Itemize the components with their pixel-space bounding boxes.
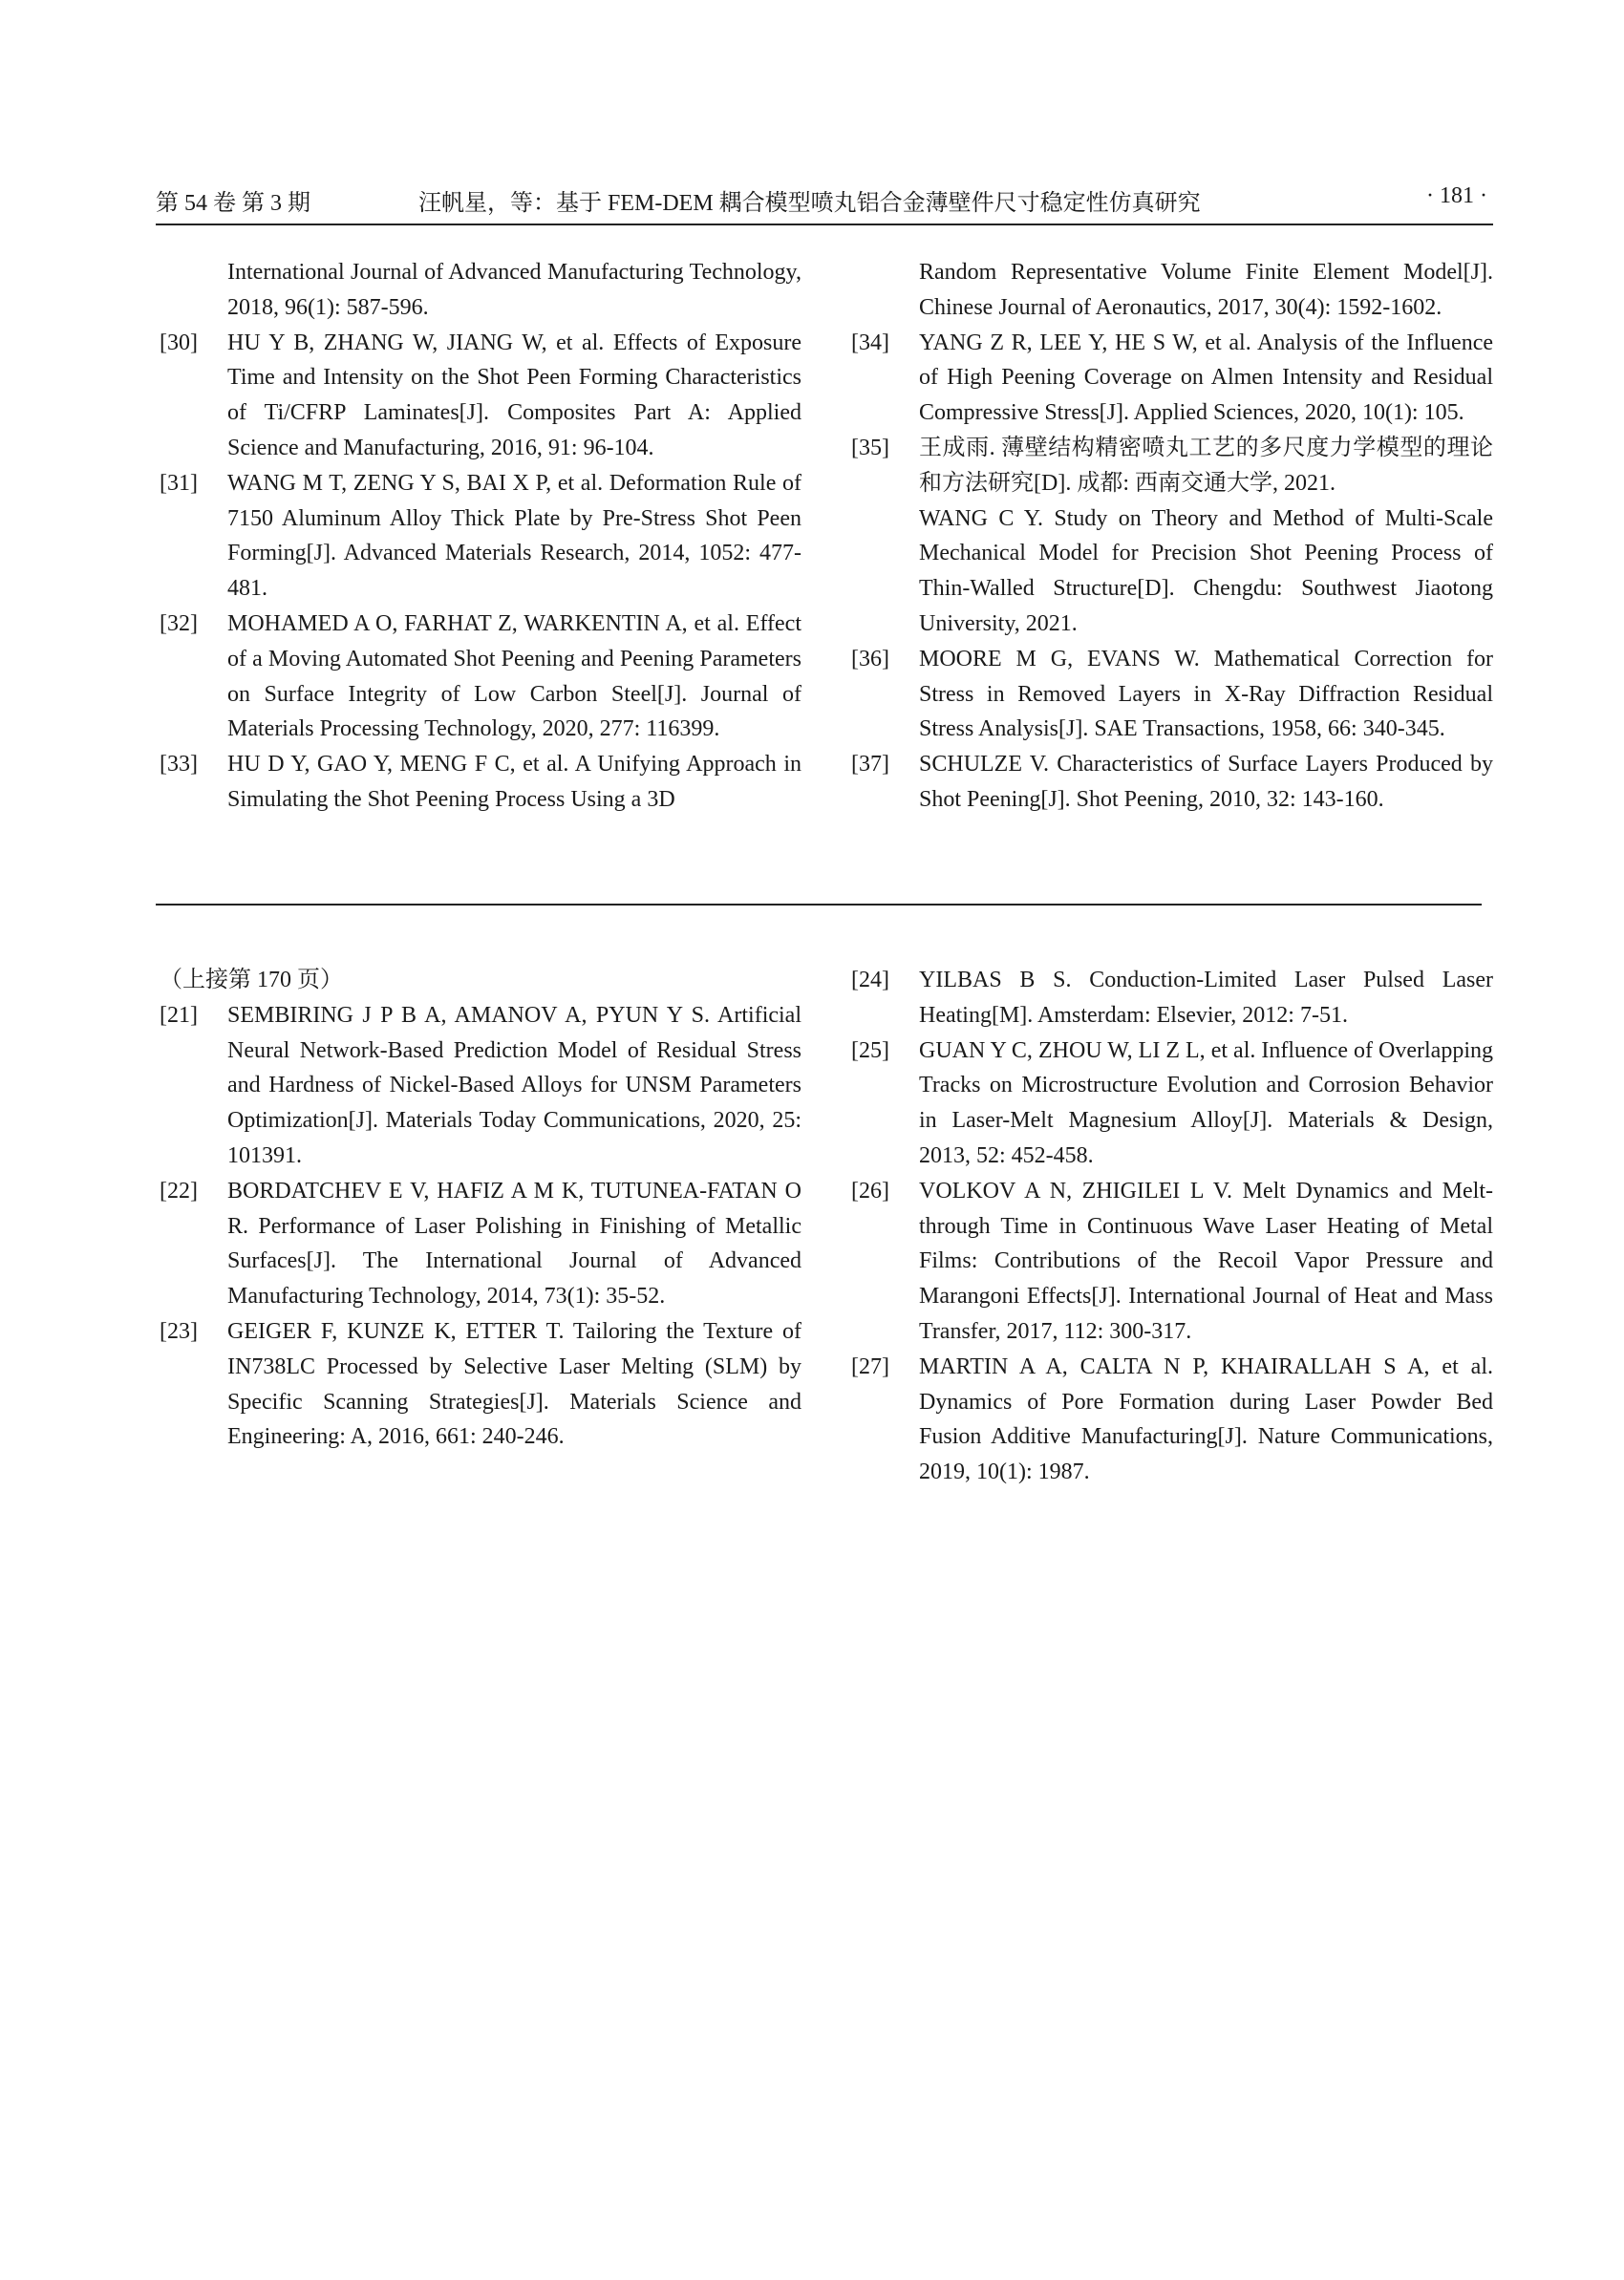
reference-continuation: International Journal of Advanced Manufacturing Technology, 2018, 96(1): 587-596.: [227, 260, 801, 320]
reference-text: BORDATCHEV E V, HAFIZ A M K, TUTUNEA-FATAN O R. Performance of Laser Polishing in Finishing of Metallic Surfaces[J]. The International Journal of Advanced Manufacturing Technology, 2014, 73(1): 35-52.: [227, 1178, 801, 1310]
references-top-left: [160, 255, 801, 818]
reference-text: MOHAMED A O, FARHAT Z, WARKENTIN A, et al. Effect of a Moving Automated Shot Peening and Peening Parameters on Surface Integrity of Low Carbon Steel[J]. Journal of Materials Processing Technology, 2020, 277: 116399.: [227, 610, 801, 742]
reference-number: [33]: [160, 752, 198, 778]
reference-number: [21]: [160, 1002, 198, 1028]
page-number: · 181 ·: [1426, 183, 1487, 208]
reference-text: WANG M T, ZENG Y S, BAI X P, et al. Deformation Rule of 7150 Aluminum Alloy Thick Plate by Pre-Stress Shot Peen Forming[J]. Advanced Materials Research, 2014, 1052: 477-481.: [227, 470, 801, 602]
reference-number: [36]: [851, 646, 889, 671]
reference-text: GEIGER F, KUNZE K, ETTER T. Tailoring the Texture of IN738LC Processed by Selective Laser Melting (SLM) by Specific Scanning Strategies[J]. Materials Science and Engineering: A, 2016, 661: 240-246.: [227, 1318, 801, 1450]
reference-number: [25]: [851, 1037, 889, 1063]
reference-text: SCHULZE V. Characteristics of Surface Layers Produced by Shot Peening[J]. Shot Peening, 2010, 32: 143-160.: [919, 752, 1493, 812]
reference-text: MOORE M G, EVANS W. Mathematical Correction for Stress in Removed Layers in X-Ray Diffraction Residual Stress Analysis[J]. SAE Transactions, 1958, 66: 340-345.: [919, 646, 1493, 742]
references-bottom-left: [160, 963, 801, 1455]
reference-item: [851, 642, 1493, 747]
reference-item: [851, 1033, 1493, 1174]
reference-text: YILBAS B S. Conduction-Limited Laser Pulsed Laser Heating[M]. Amsterdam: Elsevier, 2012: 7-51.: [919, 968, 1493, 1028]
reference-number: [27]: [851, 1353, 889, 1379]
section-divider: [156, 904, 1482, 906]
reference-text: GUAN Y C, ZHOU W, LI Z L, et al. Influence of Overlapping Tracks on Microstructure Evolution and Corrosion Behavior in Laser-Melt Magnesium Alloy[J]. Materials & Design, 2013, 52: 452-458.: [919, 1037, 1493, 1168]
reference-item: [851, 1350, 1493, 1490]
reference-item: [160, 998, 801, 1174]
reference-number: [34]: [851, 330, 889, 355]
reference-item: [160, 1174, 801, 1314]
reference-continuation: Random Representative Volume Finite Element Model[J]. Chinese Journal of Aeronautics, 2017, 30(4): 1592-1602.: [919, 260, 1493, 320]
running-header: [156, 180, 1493, 225]
reference-number: [32]: [160, 610, 198, 636]
reference-text: VOLKOV A N, ZHIGILEI L V. Melt Dynamics and Melt-through Time in Continuous Wave Laser Heating of Metal Films: Contributions of the Recoil Vapor Pressure and Marangoni Effects[J]. International Journal of Heat and Mass Transfer, 2017, 112: 300-317.: [919, 1178, 1493, 1344]
reference-text: SEMBIRING J P B A, AMANOV A, PYUN Y S. Artificial Neural Network-Based Prediction Model of Residual Stress and Hardness of Nickel-Based Alloys for UNSM Parameters Optimization[J]. Materials Today Communications, 2020, 25: 101391.: [227, 1002, 801, 1168]
references-bottom-right: [851, 963, 1493, 1490]
journal-volume-issue: 第 54 卷 第 3 期: [156, 191, 310, 216]
reference-number: [24]: [851, 968, 889, 992]
reference-item: [851, 326, 1493, 431]
reference-item: [851, 747, 1493, 818]
reference-number: [23]: [160, 1318, 198, 1344]
continued-from-note: （上接第 170 页）: [160, 968, 343, 992]
reference-item: [160, 1314, 801, 1455]
reference-number: [22]: [160, 1178, 198, 1204]
reference-item: [160, 466, 801, 607]
reference-text-chinese: 王成雨. 薄壁结构精密喷丸工艺的多尺度力学模型的理论和方法研究[D]. 成都: 西南交通大学, 2021.: [919, 435, 1493, 496]
references-top-right: [851, 255, 1493, 818]
reference-text: YANG Z R, LEE Y, HE S W, et al. Analysis of the Influence of High Peening Coverage on Almen Intensity and Residual Compressive Stress[J]. Applied Sciences, 2020, 10(1): 105.: [919, 330, 1493, 426]
reference-number: [31]: [160, 470, 198, 496]
reference-number: [26]: [851, 1178, 889, 1204]
reference-item: [160, 607, 801, 747]
reference-text: MARTIN A A, CALTA N P, KHAIRALLAH S A, et al. Dynamics of Pore Formation during Laser Powder Bed Fusion Additive Manufacturing[J]. Nature Communications, 2019, 10(1): 1987.: [919, 1353, 1493, 1485]
reference-item: [851, 431, 1493, 642]
reference-item: [851, 963, 1493, 1033]
reference-item: [160, 747, 801, 818]
reference-item: [851, 1174, 1493, 1350]
reference-text: HU Y B, ZHANG W, JIANG W, et al. Effects of Exposure Time and Intensity on the Shot Peen Forming Characteristics of Ti/CFRP Laminates[J]. Composites Part A: Applied Science and Manufacturing, 2016, 91: 96-104.: [227, 330, 801, 460]
running-title: 汪帆星，等：基于 FEM-DEM 耦合模型喷丸铝合金薄壁件尺寸稳定性仿真研究: [418, 191, 1201, 216]
reference-item: [160, 326, 801, 466]
reference-number: [35]: [851, 435, 889, 460]
reference-number: [30]: [160, 330, 198, 355]
reference-number: [37]: [851, 752, 889, 778]
reference-text: HU D Y, GAO Y, MENG F C, et al. A Unifying Approach in Simulating the Shot Peening Process Using a 3D: [227, 752, 801, 812]
reference-text-english: WANG C Y. Study on Theory and Method of Multi-Scale Mechanical Model for Precision Shot Peening Process of Thin-Walled Structure[D]. Chengdu: Southwest Jiaotong University, 2021.: [919, 505, 1493, 636]
